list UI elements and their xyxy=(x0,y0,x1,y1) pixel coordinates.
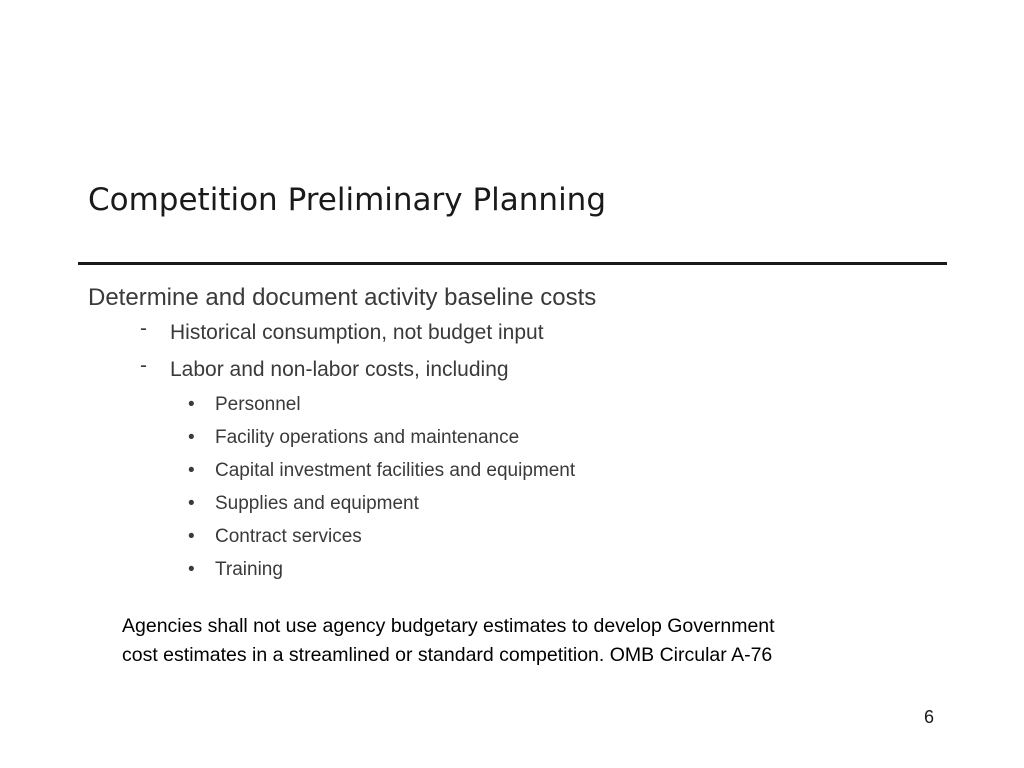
title-divider xyxy=(78,262,947,265)
bullet-item xyxy=(88,487,596,520)
bullet-text: Facility operations and maintenance xyxy=(215,427,520,448)
dash-marker: - xyxy=(140,317,147,340)
bullet-text: Capital investment facilities and equipment xyxy=(215,460,576,481)
page-number: 6 xyxy=(924,707,935,727)
slide-content xyxy=(88,282,596,586)
bullet-text: Contract services xyxy=(215,526,362,547)
bullet-item xyxy=(88,388,596,421)
quote-line: Agencies shall not use agency budgetary estimates to develop Government xyxy=(122,615,775,637)
dash-marker: - xyxy=(140,354,147,377)
sub-item xyxy=(88,314,596,351)
bullet-marker: • xyxy=(188,526,195,547)
bullet-marker: • xyxy=(188,394,195,415)
bullet-item xyxy=(88,553,596,586)
quote-line: cost estimates in a streamlined or standard competition. OMB Circular A-76 xyxy=(122,644,773,666)
sub-item-text: Historical consumption, not budget input xyxy=(170,321,544,344)
bullet-text: Supplies and equipment xyxy=(215,493,419,514)
omb-quote xyxy=(122,612,922,670)
bullet-item xyxy=(88,454,596,487)
sub-item-text: Labor and non-labor costs, including xyxy=(170,358,509,381)
bullet-marker: • xyxy=(188,427,195,448)
bullet-item xyxy=(88,520,596,553)
bullet-item xyxy=(88,421,596,454)
main-bullet: Determine and document activity baseline costs xyxy=(88,284,597,311)
sub-item xyxy=(88,351,596,388)
slide-title: Competition Preliminary Planning xyxy=(88,182,607,218)
bullet-text: Personnel xyxy=(215,394,301,415)
bullet-text: Training xyxy=(215,559,283,580)
bullet-marker: • xyxy=(188,559,195,580)
bullet-marker: • xyxy=(188,460,195,481)
bullet-marker: • xyxy=(188,493,195,514)
